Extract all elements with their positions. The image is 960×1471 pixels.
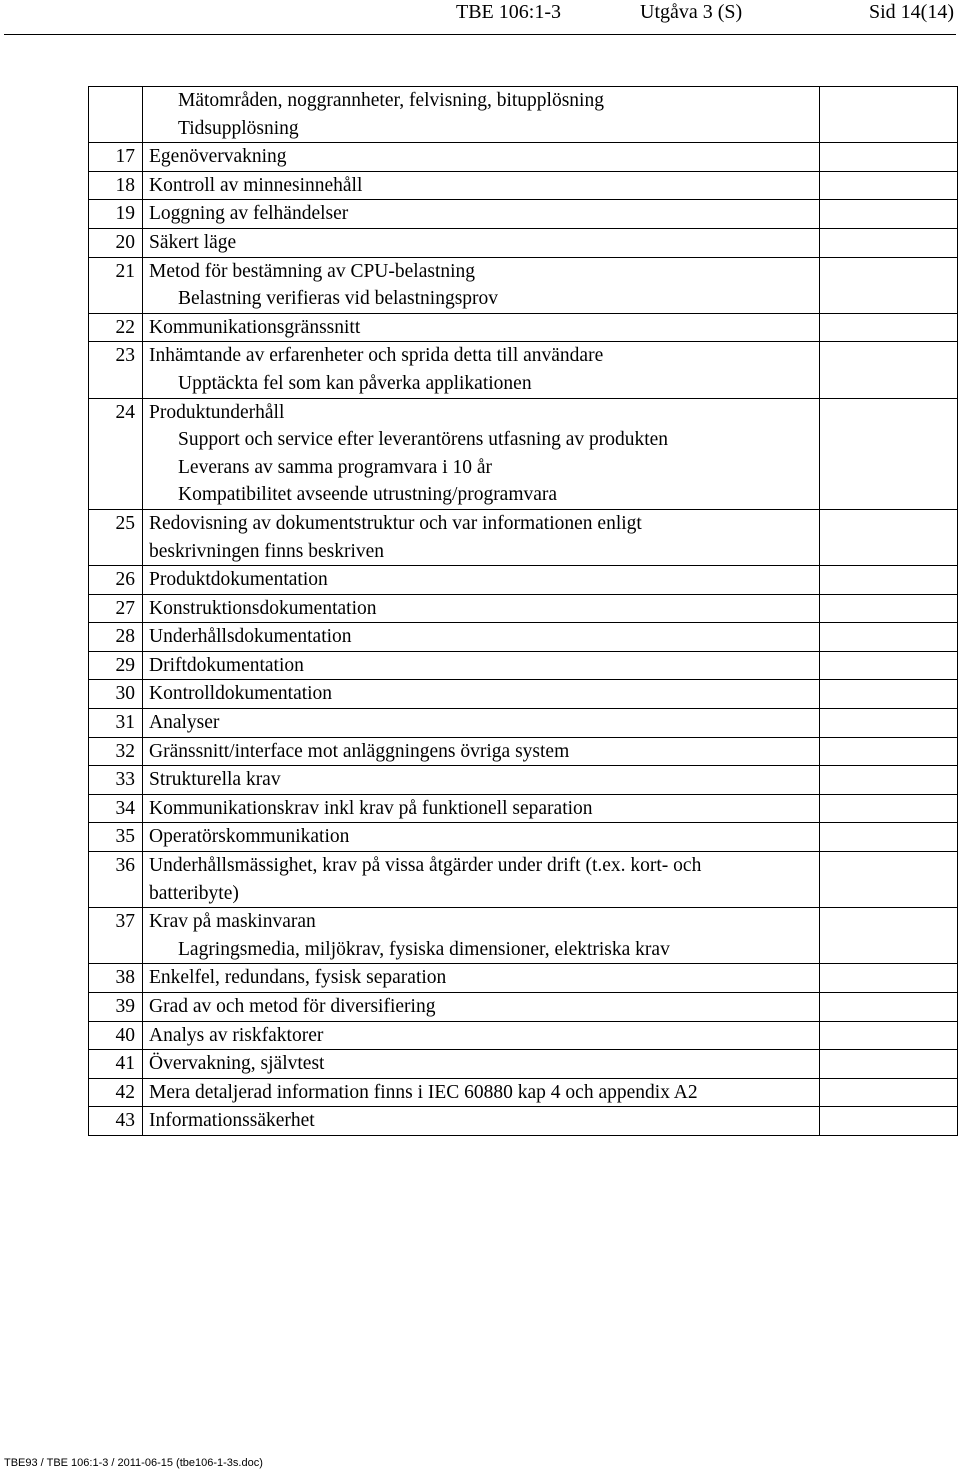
row-description-cell — [143, 143, 820, 172]
row-item-text: Underhållsmässighet, krav på vissa åtgärder under drift (t.ex. kort- och — [149, 855, 702, 877]
row-subitem-text: Mätområden, noggrannheter, felvisning, bitupplösning — [178, 90, 604, 111]
row-item-text: Loggning av felhändelser — [149, 203, 349, 225]
row-number-cell — [89, 594, 143, 623]
footer-doc-reference: TBE93 / TBE 106:1-3 / 2011-06-15 (tbe106-1-3s.doc) — [4, 1457, 263, 1469]
row-item-text: Produktunderhåll — [149, 401, 285, 423]
row-description-cell — [143, 1021, 820, 1050]
row-number: 42 — [115, 1081, 135, 1103]
table-row — [89, 766, 958, 795]
table-row — [89, 1078, 958, 1107]
row-subitem-text: Lagringsmedia, miljökrav, fysiska dimensioner, elektriska krav — [178, 938, 670, 960]
row-item-text: Redovisning av dokumentstruktur och var informationen enligt — [149, 512, 642, 534]
row-number-cell — [89, 1078, 143, 1107]
row-number: 39 — [115, 996, 135, 1017]
row-response-cell — [820, 852, 958, 908]
row-number-cell — [89, 766, 143, 795]
row-response-cell — [820, 709, 958, 738]
row-subitem-text: Upptäckta fel som kan påverka applikationen — [178, 372, 532, 394]
row-description-cell — [143, 737, 820, 766]
row-number: 27 — [115, 597, 135, 619]
row-description-cell — [143, 993, 820, 1022]
row-description-cell — [143, 823, 820, 852]
row-description-cell — [143, 87, 820, 143]
row-description-cell — [143, 228, 820, 257]
row-number: 28 — [115, 626, 135, 648]
row-number-cell — [89, 737, 143, 766]
row-item-text: Konstruktionsdokumentation — [149, 597, 377, 619]
row-number-cell — [89, 709, 143, 738]
row-number: 29 — [115, 654, 135, 676]
row-number-cell — [89, 651, 143, 680]
row-item-text: Övervakning, självtest — [149, 1053, 325, 1075]
row-item-text: Inhämtande av erfarenheter och sprida detta till användare — [149, 345, 604, 367]
row-subitem-text: Belastning verifieras vid belastningsprov — [178, 288, 499, 310]
row-number: 37 — [115, 911, 135, 933]
table-row — [89, 143, 958, 172]
row-response-cell — [820, 398, 958, 509]
row-response-cell — [820, 342, 958, 398]
row-number-cell — [89, 1050, 143, 1079]
table-row — [89, 228, 958, 257]
row-item-text: Kontrolldokumentation — [149, 683, 333, 705]
row-description-cell — [143, 313, 820, 342]
row-number: 36 — [115, 855, 135, 877]
row-number-cell — [89, 257, 143, 313]
row-number: 30 — [115, 683, 135, 705]
row-number-cell — [89, 964, 143, 993]
row-response-cell — [820, 651, 958, 680]
row-number: 23 — [115, 345, 135, 367]
row-response-cell — [820, 623, 958, 652]
table-row — [89, 993, 958, 1022]
row-number: 19 — [115, 203, 135, 225]
row-response-cell — [820, 228, 958, 257]
row-item-text: Informationssäkerhet — [149, 1110, 315, 1132]
row-description-cell — [143, 680, 820, 709]
row-number-cell — [89, 228, 143, 257]
table-row — [89, 87, 958, 143]
row-number: 33 — [115, 769, 135, 791]
row-subitem-text: Tidsupplösning — [178, 117, 299, 139]
row-number: 25 — [115, 512, 135, 534]
row-description-cell — [143, 398, 820, 509]
row-item-text: Gränssnitt/interface mot anläggningens övriga system — [149, 740, 570, 762]
row-description-cell — [143, 1078, 820, 1107]
row-item-text: Produktdokumentation — [149, 569, 328, 591]
table-row — [89, 566, 958, 595]
table-row — [89, 200, 958, 229]
row-subitem-text: Support och service efter leverantörens utfasning av produkten — [178, 429, 669, 451]
row-response-cell — [820, 1021, 958, 1050]
row-response-cell — [820, 908, 958, 964]
row-response-cell — [820, 594, 958, 623]
row-response-cell — [820, 823, 958, 852]
row-response-cell — [820, 766, 958, 795]
row-number-cell — [89, 509, 143, 565]
row-item-text: Kontroll av minnesinnehåll — [149, 174, 363, 196]
row-response-cell — [820, 87, 958, 143]
table-row — [89, 594, 958, 623]
row-number-cell — [89, 680, 143, 709]
row-number-cell — [89, 200, 143, 229]
row-number: 40 — [115, 1024, 135, 1046]
table-row — [89, 398, 958, 509]
row-number-cell — [89, 823, 143, 852]
row-number: 35 — [115, 826, 135, 848]
row-item-text: Mera detaljerad information finns i IEC 60880 kap 4 och appendix A2 — [149, 1081, 698, 1103]
row-description-cell — [143, 257, 820, 313]
row-item-text: Metod för bestämning av CPU-belastning — [149, 260, 476, 282]
row-number: 38 — [115, 967, 135, 989]
row-description-cell — [143, 171, 820, 200]
row-response-cell — [820, 566, 958, 595]
row-description-cell — [143, 908, 820, 964]
row-item-text: Underhållsdokumentation — [149, 626, 352, 648]
row-description-cell — [143, 594, 820, 623]
row-item-text: Analys av riskfaktorer — [149, 1024, 324, 1046]
row-item-text: Analyser — [149, 712, 220, 734]
row-description-cell — [143, 709, 820, 738]
row-description-cell — [143, 766, 820, 795]
table-row — [89, 313, 958, 342]
checklist-table — [88, 86, 958, 1136]
row-number: 20 — [115, 231, 135, 253]
row-description-cell — [143, 964, 820, 993]
row-description-cell — [143, 794, 820, 823]
row-description-cell — [143, 1107, 820, 1136]
row-description-cell — [143, 651, 820, 680]
row-item-text: Kommunikationskrav inkl krav på funktionell separation — [149, 797, 593, 819]
header-rule — [4, 34, 956, 35]
row-number-cell — [89, 908, 143, 964]
row-description-cell — [143, 566, 820, 595]
row-number-cell — [89, 852, 143, 908]
table-row — [89, 171, 958, 200]
checklist-rows — [89, 87, 958, 1136]
row-response-cell — [820, 200, 958, 229]
header-doc-id: TBE 106:1-3 — [456, 1, 561, 23]
row-item-text: Grad av och metod för diversifiering — [149, 996, 436, 1017]
row-description-cell — [143, 200, 820, 229]
row-description-cell — [143, 852, 820, 908]
table-row — [89, 680, 958, 709]
row-number-cell — [89, 171, 143, 200]
row-number: 32 — [115, 740, 135, 762]
row-number: 41 — [115, 1053, 135, 1075]
row-item-text: Driftdokumentation — [149, 654, 304, 676]
table-row — [89, 794, 958, 823]
row-description-cell — [143, 1050, 820, 1079]
row-response-cell — [820, 1107, 958, 1136]
row-number: 22 — [115, 316, 135, 338]
row-item-text: Enkelfel, redundans, fysisk separation — [149, 967, 447, 989]
row-number-cell — [89, 1021, 143, 1050]
table-row — [89, 908, 958, 964]
row-number-cell — [89, 87, 143, 143]
row-response-cell — [820, 680, 958, 709]
row-number-cell — [89, 143, 143, 172]
row-number: 21 — [115, 260, 135, 282]
header-edition: Utgåva 3 (S) — [640, 1, 743, 23]
row-number — [89, 87, 142, 115]
row-response-cell — [820, 257, 958, 313]
table-row — [89, 342, 958, 398]
table-row — [89, 257, 958, 313]
header-page-number: Sid 14(14) — [869, 1, 954, 23]
row-number: 31 — [115, 712, 135, 734]
row-number: 26 — [115, 569, 135, 591]
row-response-cell — [820, 737, 958, 766]
table-row — [89, 1107, 958, 1136]
row-response-cell — [820, 1078, 958, 1107]
row-item-text: Kommunikationsgränssnitt — [149, 316, 361, 338]
row-response-cell — [820, 794, 958, 823]
table-row — [89, 651, 958, 680]
table-row — [89, 1050, 958, 1079]
row-number-cell — [89, 623, 143, 652]
table-row — [89, 964, 958, 993]
table-row — [89, 823, 958, 852]
table-row — [89, 1021, 958, 1050]
row-number: 43 — [115, 1110, 135, 1132]
row-item-text: Krav på maskinvaran — [149, 911, 316, 933]
row-number-cell — [89, 342, 143, 398]
row-item-text: Operatörskommunikation — [149, 826, 350, 848]
row-item-text: batteribyte) — [149, 882, 239, 904]
row-description-cell — [143, 342, 820, 398]
row-response-cell — [820, 509, 958, 565]
table-row — [89, 852, 958, 908]
table-row — [89, 623, 958, 652]
row-number: 34 — [115, 797, 135, 819]
row-description-cell — [143, 509, 820, 565]
row-subitem-text: Leverans av samma programvara i 10 år — [178, 456, 493, 478]
row-number-cell — [89, 794, 143, 823]
row-number-cell — [89, 1107, 143, 1136]
table-row — [89, 709, 958, 738]
table-row — [89, 737, 958, 766]
row-response-cell — [820, 964, 958, 993]
row-number: 17 — [115, 146, 135, 168]
row-number-cell — [89, 398, 143, 509]
row-number-cell — [89, 993, 143, 1022]
row-response-cell — [820, 143, 958, 172]
row-number-cell — [89, 313, 143, 342]
row-response-cell — [820, 313, 958, 342]
row-item-text: Säkert läge — [149, 231, 237, 253]
row-subitem-text: Kompatibilitet avseende utrustning/programvara — [178, 484, 558, 506]
row-item-text: beskrivningen finns beskriven — [149, 540, 385, 562]
row-response-cell — [820, 171, 958, 200]
row-number: 24 — [115, 401, 135, 423]
row-description-cell — [143, 623, 820, 652]
row-response-cell — [820, 993, 958, 1022]
row-number: 18 — [115, 174, 135, 196]
table-row — [89, 509, 958, 565]
row-item-text: Egenövervakning — [149, 146, 287, 168]
row-number-cell — [89, 566, 143, 595]
row-response-cell — [820, 1050, 958, 1079]
row-item-text: Strukturella krav — [149, 769, 281, 791]
